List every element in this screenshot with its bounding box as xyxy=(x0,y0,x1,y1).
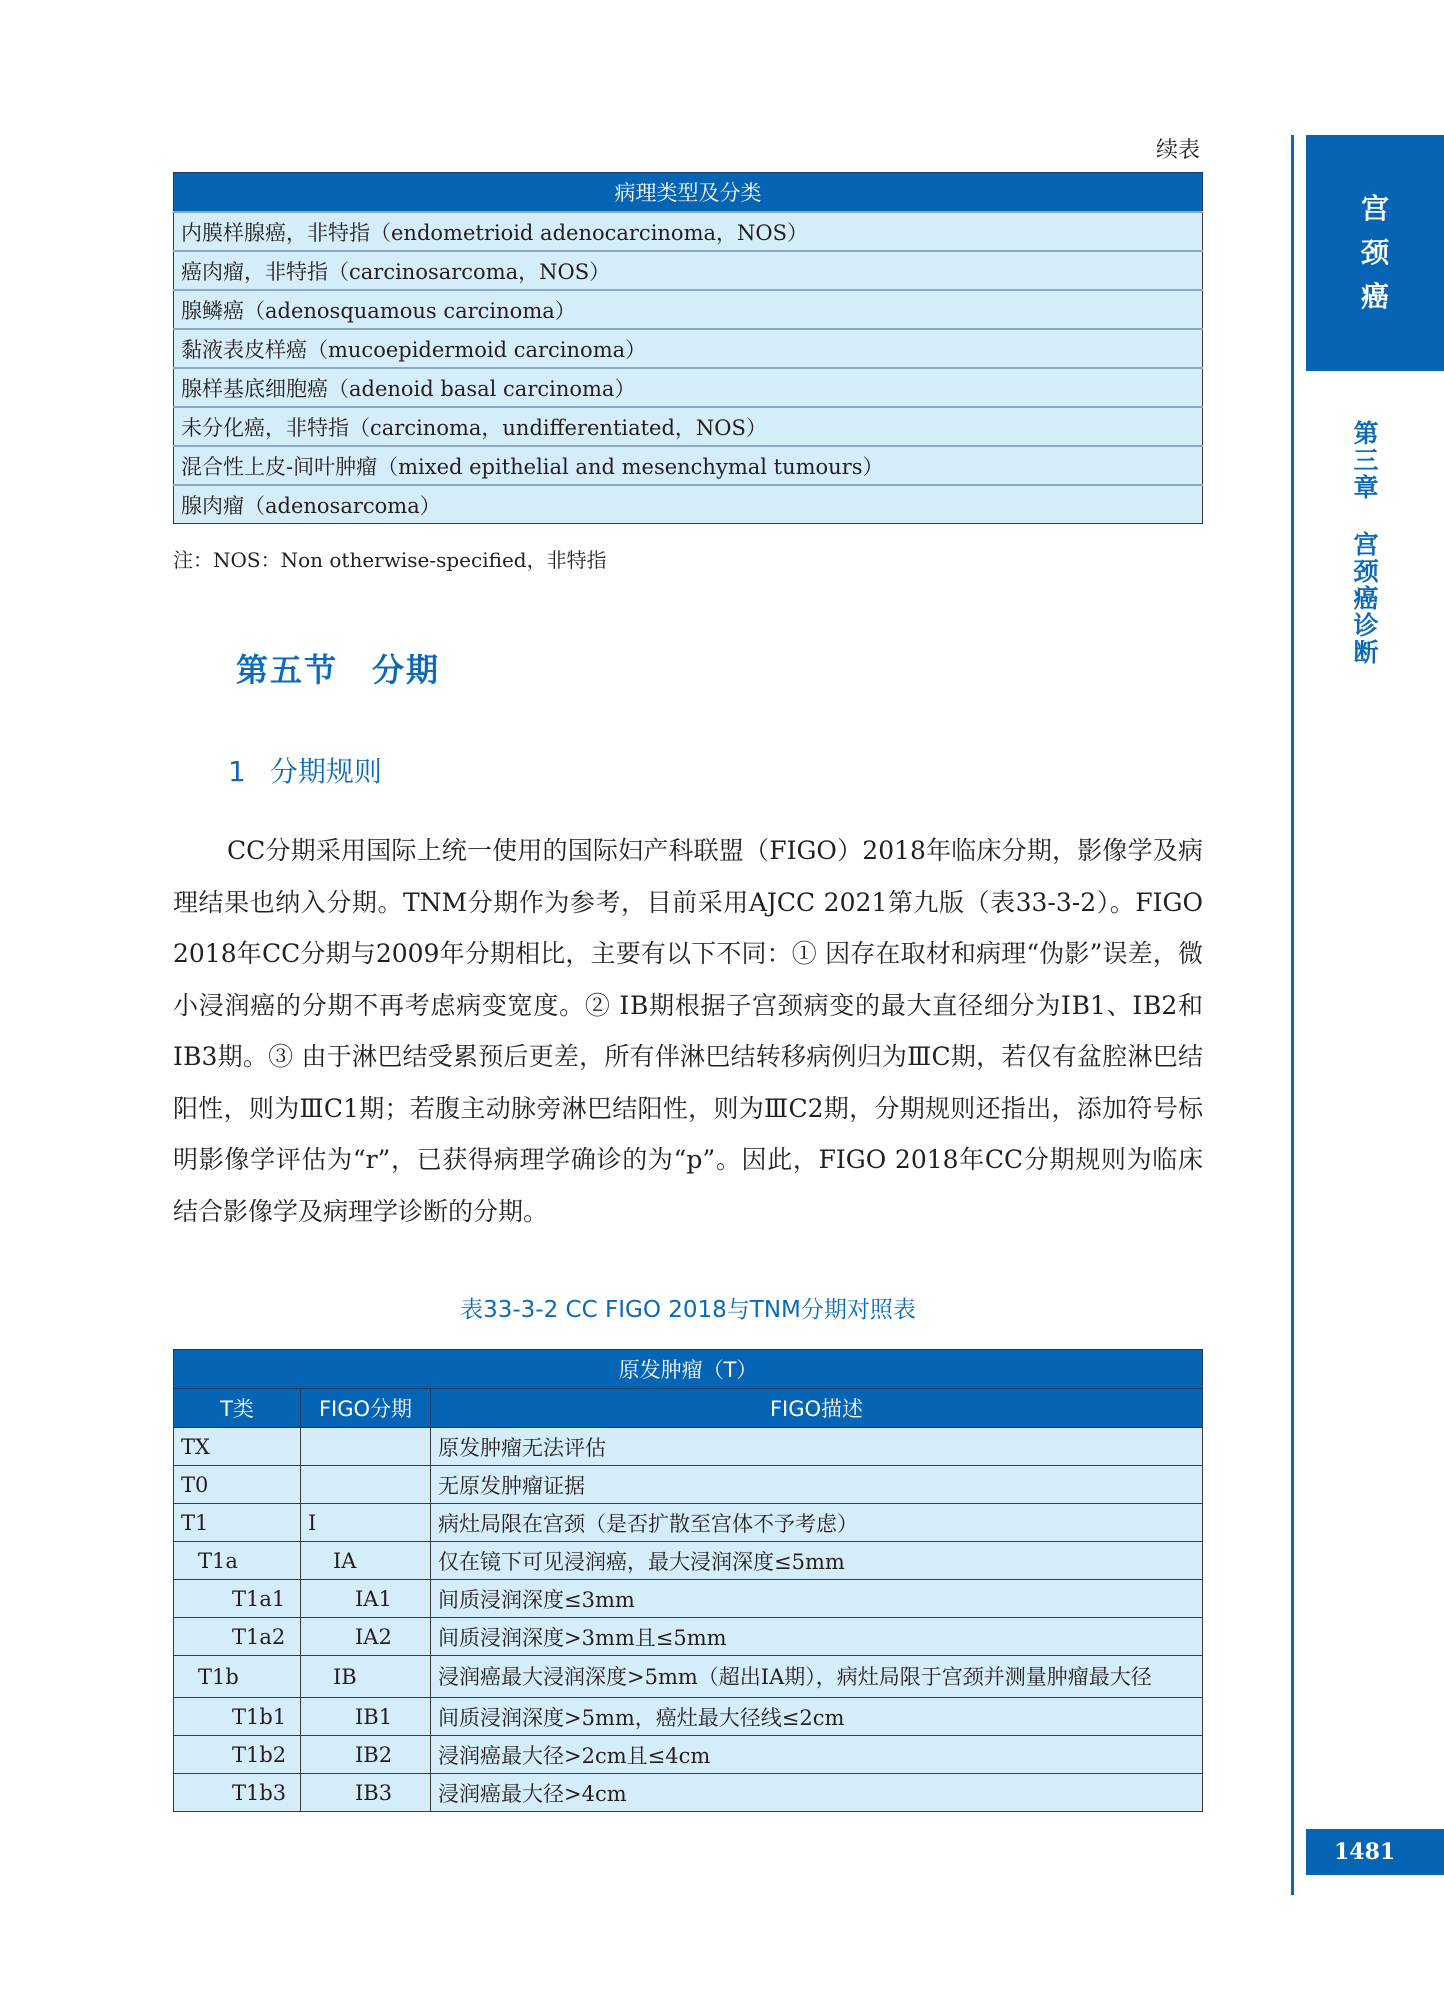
chapter-thumb-tab xyxy=(1306,135,1444,371)
chapter-running-title xyxy=(1346,420,1386,666)
chapter-char: 第 xyxy=(1353,419,1379,448)
chapter-char: 三 xyxy=(1353,446,1379,475)
figo-description-cell: 原发肿瘤无法评估 xyxy=(431,1428,1203,1466)
t-category-cell: T1 xyxy=(174,1504,301,1542)
table-row xyxy=(174,1774,1203,1812)
t-category-cell: T1a2 xyxy=(174,1618,301,1656)
pathology-type-cell: 内膜样腺癌，非特指（endometrioid adenocarcinoma，NOS） xyxy=(174,212,1203,251)
subsection-number: 1 xyxy=(228,755,246,788)
figo-description-cell: 病灶局限在宫颈（是否扩散至宫体不予考虑） xyxy=(431,1504,1203,1542)
figo-description-cell: 仅在镜下可见浸润癌，最大浸润深度≤5mm xyxy=(431,1542,1203,1580)
figo-description-cell: 间质浸润深度>3mm且≤5mm xyxy=(431,1618,1203,1656)
table-row xyxy=(174,1504,1203,1542)
t-category-cell: T1b3 xyxy=(174,1774,301,1812)
t-category-cell: T1a xyxy=(174,1542,301,1580)
tab-char: 癌 xyxy=(1360,280,1389,313)
pathology-type-cell: 未分化癌，非特指（carcinoma，undifferentiated，NOS） xyxy=(174,407,1203,446)
body-paragraph: CC分期采用国际上统一使用的国际妇产科联盟（FIGO）2018年临床分期，影像学及病理结果也纳入分期。TNM分期作为参考，目前采用AJCC 2021第九版（表33-3-2）。FIGO 2018年CC分期与2009年分期相比，主要有以下不同：① 因存在取材和病理“伪影”误差，微小浸润癌的分期不再考虑病变宽度。② ⅠB期根据子宫颈病变的最大直径细分为ⅠB1、ⅠB2和ⅠB3期。③ 由于淋巴结受累预后更差，所有伴淋巴结转移病例归为ⅢC期，若仅有盆腔淋巴结阳性，则为ⅢC1期；若腹主动脉旁淋巴结阳性，则为ⅢC2期，分期规则还指出，添加符号标明影像学评估为“r”，已获得病理学确诊的为“p”。因此，FIGO 2018年CC分期规则为临床结合影像学及病理学诊断的分期。 xyxy=(173,836,1203,1226)
t-category-cell: T0 xyxy=(174,1466,301,1504)
chapter-char: 章 xyxy=(1353,473,1379,502)
table-row xyxy=(174,212,1203,251)
table-row xyxy=(174,1580,1203,1618)
chapter-title-char: 诊 xyxy=(1353,611,1379,640)
table-row xyxy=(174,1618,1203,1656)
figo-stage-cell: IB2 xyxy=(301,1736,431,1774)
table1-header: 病理类型及分类 xyxy=(174,173,1203,213)
table-row xyxy=(174,368,1203,407)
chapter-title-char: 断 xyxy=(1353,638,1379,667)
subsection-label: 分期规则 xyxy=(269,755,382,788)
t-category-cell: T1b xyxy=(174,1656,301,1698)
pathology-type-cell: 黏液表皮样癌（mucoepidermoid carcinoma） xyxy=(174,329,1203,368)
figo-description-cell: 间质浸润深度>5mm，癌灶最大径线≤2cm xyxy=(431,1698,1203,1736)
figo-description-cell: 浸润癌最大浸润深度>5mm（超出IA期），病灶局限于宫颈并测量肿瘤最大径 xyxy=(431,1656,1203,1698)
table-row xyxy=(174,1656,1203,1698)
table-row xyxy=(174,1466,1203,1504)
group-header: 原发肿瘤（T） xyxy=(174,1350,1203,1389)
pathology-types-table xyxy=(173,172,1203,524)
t-category-cell: T1a1 xyxy=(174,1580,301,1618)
table-row xyxy=(174,329,1203,368)
pathology-type-cell: 混合性上皮-间叶肿瘤（mixed epithelial and mesenchymal tumours） xyxy=(174,446,1203,485)
column-header-figo-desc: FIGO描述 xyxy=(431,1389,1203,1428)
figo-stage-cell: I xyxy=(301,1504,431,1542)
figo-stage-cell: IA2 xyxy=(301,1618,431,1656)
t-category-cell: T1b1 xyxy=(174,1698,301,1736)
figo-stage-cell: IB xyxy=(301,1656,431,1698)
figo-stage-cell: IB1 xyxy=(301,1698,431,1736)
table-row xyxy=(174,485,1203,524)
pathology-type-cell: 腺鳞癌（adenosquamous carcinoma） xyxy=(174,290,1203,329)
chapter-title-char: 癌 xyxy=(1353,584,1379,613)
table-row xyxy=(174,290,1203,329)
figo-stage-cell: IA1 xyxy=(301,1580,431,1618)
table-caption: 表33-3-2 CC FIGO 2018与TNM分期对照表 xyxy=(460,1297,916,1323)
page-number: 1481 xyxy=(1306,1829,1444,1875)
figo-stage-cell: IA xyxy=(301,1542,431,1580)
table-row xyxy=(174,446,1203,485)
subsection-title xyxy=(228,750,382,790)
figo-stage-cell xyxy=(301,1428,431,1466)
chapter-title-char: 颈 xyxy=(1353,557,1379,586)
t-category-cell: T1b2 xyxy=(174,1736,301,1774)
figo-stage-cell: IB3 xyxy=(301,1774,431,1812)
pathology-type-cell: 癌肉瘤，非特指（carcinosarcoma，NOS） xyxy=(174,251,1203,290)
table-row xyxy=(174,1736,1203,1774)
table-row xyxy=(174,1428,1203,1466)
column-header-t: T类 xyxy=(174,1389,301,1428)
figo-tnm-table xyxy=(173,1349,1203,1812)
t-category-cell: TX xyxy=(174,1428,301,1466)
tab-char: 颈 xyxy=(1360,236,1389,269)
continued-table-label: 续表 xyxy=(1155,138,1200,163)
figo-description-cell: 浸润癌最大径>2cm且≤4cm xyxy=(431,1736,1203,1774)
figo-description-cell: 浸润癌最大径>4cm xyxy=(431,1774,1203,1812)
table-row xyxy=(174,407,1203,446)
table-footnote: 注：NOS：Non otherwise-specified，非特指 xyxy=(173,548,607,572)
table-row xyxy=(174,1542,1203,1580)
figo-description-cell: 无原发肿瘤证据 xyxy=(431,1466,1203,1504)
pathology-type-cell: 腺样基底细胞癌（adenoid basal carcinoma） xyxy=(174,368,1203,407)
tab-char: 宫 xyxy=(1360,192,1389,225)
figo-stage-cell xyxy=(301,1466,431,1504)
margin-rule xyxy=(1291,135,1294,1895)
section-title: 第五节 分期 xyxy=(236,651,441,689)
figo-description-cell: 间质浸润深度≤3mm xyxy=(431,1580,1203,1618)
pathology-type-cell: 腺肉瘤（adenosarcoma） xyxy=(174,485,1203,524)
table-row xyxy=(174,1698,1203,1736)
table-row xyxy=(174,251,1203,290)
chapter-title-char: 宫 xyxy=(1353,530,1379,559)
column-header-figo-stage: FIGO分期 xyxy=(301,1389,431,1428)
